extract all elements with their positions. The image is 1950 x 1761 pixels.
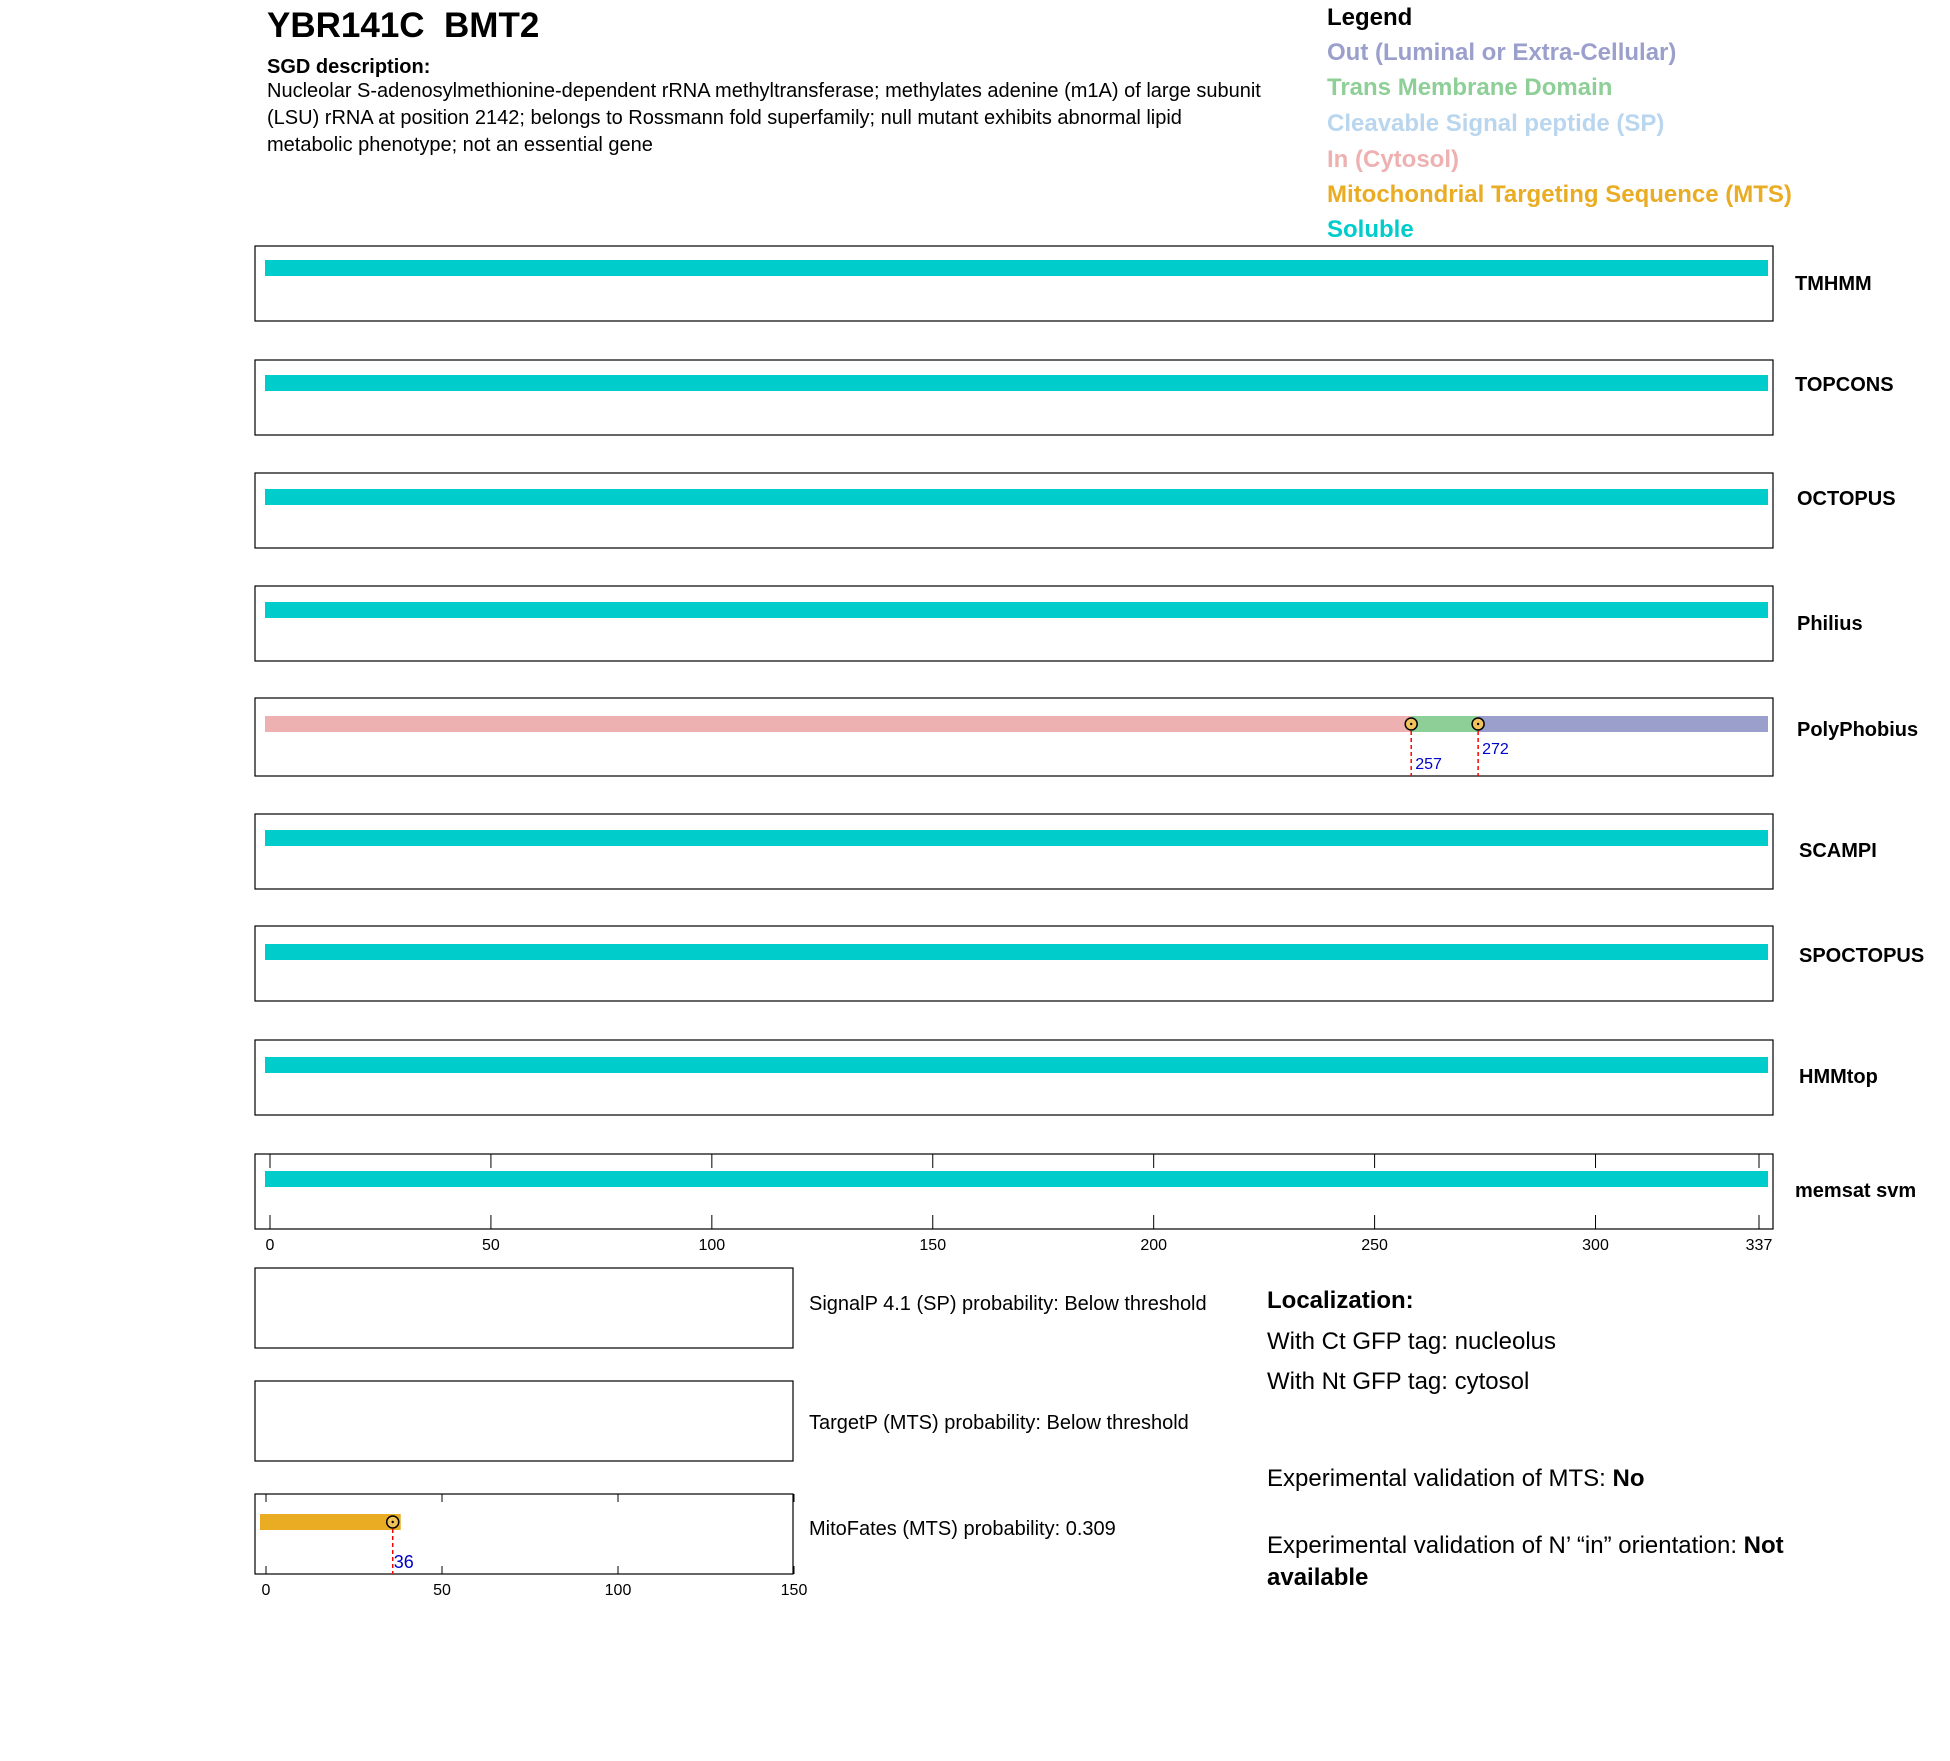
signalp-probability-text: SignalP 4.1 (SP) probability: Below threshold <box>809 1293 1207 1315</box>
legend-item-soluble: Soluble <box>1327 216 1414 243</box>
segment-spoctopus-0 <box>265 944 1768 960</box>
segment-octopus-0 <box>265 489 1768 505</box>
x-tick-label-200: 200 <box>1140 1237 1168 1254</box>
track-box-topcons <box>255 360 1773 435</box>
x-tick-label-100: 100 <box>698 1237 726 1254</box>
panel-box-mitofates <box>255 1494 793 1574</box>
gene-title: YBR141C BMT2 <box>267 6 540 45</box>
marker-dot-257 <box>1410 723 1412 725</box>
legend-heading: Legend <box>1327 4 1413 31</box>
panel-x-tick-label-150: 150 <box>780 1582 808 1599</box>
mts-validation-value: No <box>1612 1465 1645 1492</box>
x-tick-label-300: 300 <box>1582 1237 1609 1254</box>
legend-item-mts: Mitochondrial Targeting Sequence (MTS) <box>1327 181 1792 208</box>
track-box-hmmtop <box>255 1040 1773 1115</box>
marker-dot-272 <box>1477 723 1479 725</box>
segment-polyphobius-2 <box>1478 716 1768 732</box>
panel-box-targetp <box>255 1381 793 1461</box>
track-box-philius <box>255 586 1773 661</box>
track-label-memsat-svm: memsat svm <box>1795 1180 1917 1202</box>
panel-x-tick-label-0: 0 <box>261 1582 271 1599</box>
track-box-memsat-svm <box>255 1154 1773 1229</box>
x-tick-label-150: 150 <box>919 1237 947 1254</box>
legend-item-sp: Cleavable Signal peptide (SP) <box>1327 110 1665 137</box>
track-box-octopus <box>255 473 1773 548</box>
marker-label-257: 257 <box>1415 756 1442 773</box>
marker-label-272: 272 <box>1482 741 1509 758</box>
x-tick-label-0: 0 <box>265 1237 275 1254</box>
ct-gfp-localization: With Ct GFP tag: nucleolus <box>1267 1328 1557 1355</box>
segment-philius-0 <box>265 602 1768 618</box>
track-box-spoctopus <box>255 926 1773 1001</box>
legend-item-in: In (Cytosol) <box>1327 146 1459 173</box>
panel-segment-mitofates-0 <box>260 1514 401 1530</box>
panel-x-tick-label-50: 50 <box>433 1582 451 1599</box>
track-label-octopus: OCTOPUS <box>1797 488 1896 510</box>
segment-polyphobius-0 <box>265 716 1411 732</box>
panel-marker-label-36: 36 <box>393 1552 414 1572</box>
orientation-validation-label: Experimental validation of N’ “in” orientation: <box>1267 1532 1744 1559</box>
localization-heading: Localization: <box>1267 1287 1414 1314</box>
track-label-hmmtop: HMMtop <box>1799 1066 1878 1088</box>
mts-validation-label: Experimental validation of MTS: <box>1267 1465 1613 1492</box>
track-box-scampi <box>255 814 1773 889</box>
track-label-spoctopus: SPOCTOPUS <box>1799 945 1925 967</box>
segment-tmhmm-0 <box>265 260 1768 276</box>
segment-topcons-0 <box>265 375 1768 391</box>
panel-x-tick-label-100: 100 <box>604 1582 632 1599</box>
targetp-probability-text: TargetP (MTS) probability: Below threshold <box>809 1412 1189 1434</box>
nt-gfp-localization: With Nt GFP tag: cytosol <box>1267 1368 1530 1395</box>
track-label-philius: Philius <box>1797 613 1863 635</box>
panel-box-signalp <box>255 1268 793 1348</box>
mitofates-probability-text: MitoFates (MTS) probability: 0.309 <box>809 1518 1116 1540</box>
track-label-scampi: SCAMPI <box>1799 840 1877 862</box>
legend-item-tm: Trans Membrane Domain <box>1327 74 1613 101</box>
segment-memsat-svm-0 <box>265 1171 1768 1187</box>
track-label-polyphobius: PolyPhobius <box>1797 719 1919 741</box>
sgd-description-heading: SGD description: <box>267 56 431 78</box>
sgd-description-text: Nucleolar S-adenosylmethionine-dependent rRNA methyltransferase; methylates adenine (m1A) of large subunit (LSU) rRNA at position 2142; belongs to Rossmann fold superfamily; null mutant exhibits abnormal lipid metabolic phenotype; not an essential gene <box>267 80 1261 156</box>
x-tick-label-250: 250 <box>1361 1237 1388 1254</box>
track-box-tmhmm <box>255 246 1773 321</box>
orientation-validation-value: Not available <box>1267 1532 1784 1591</box>
segment-scampi-0 <box>265 830 1768 846</box>
segment-hmmtop-0 <box>265 1057 1768 1073</box>
track-box-polyphobius <box>255 698 1773 776</box>
legend-item-out: Out (Luminal or Extra-Cellular) <box>1327 39 1677 66</box>
x-tick-label-337: 337 <box>1745 1237 1773 1254</box>
track-label-topcons: TOPCONS <box>1795 374 1894 396</box>
x-tick-label-50: 50 <box>482 1237 500 1254</box>
segment-polyphobius-1 <box>1411 716 1478 732</box>
panel-marker-dot-36 <box>392 1521 394 1523</box>
track-label-tmhmm: TMHMM <box>1795 273 1872 295</box>
